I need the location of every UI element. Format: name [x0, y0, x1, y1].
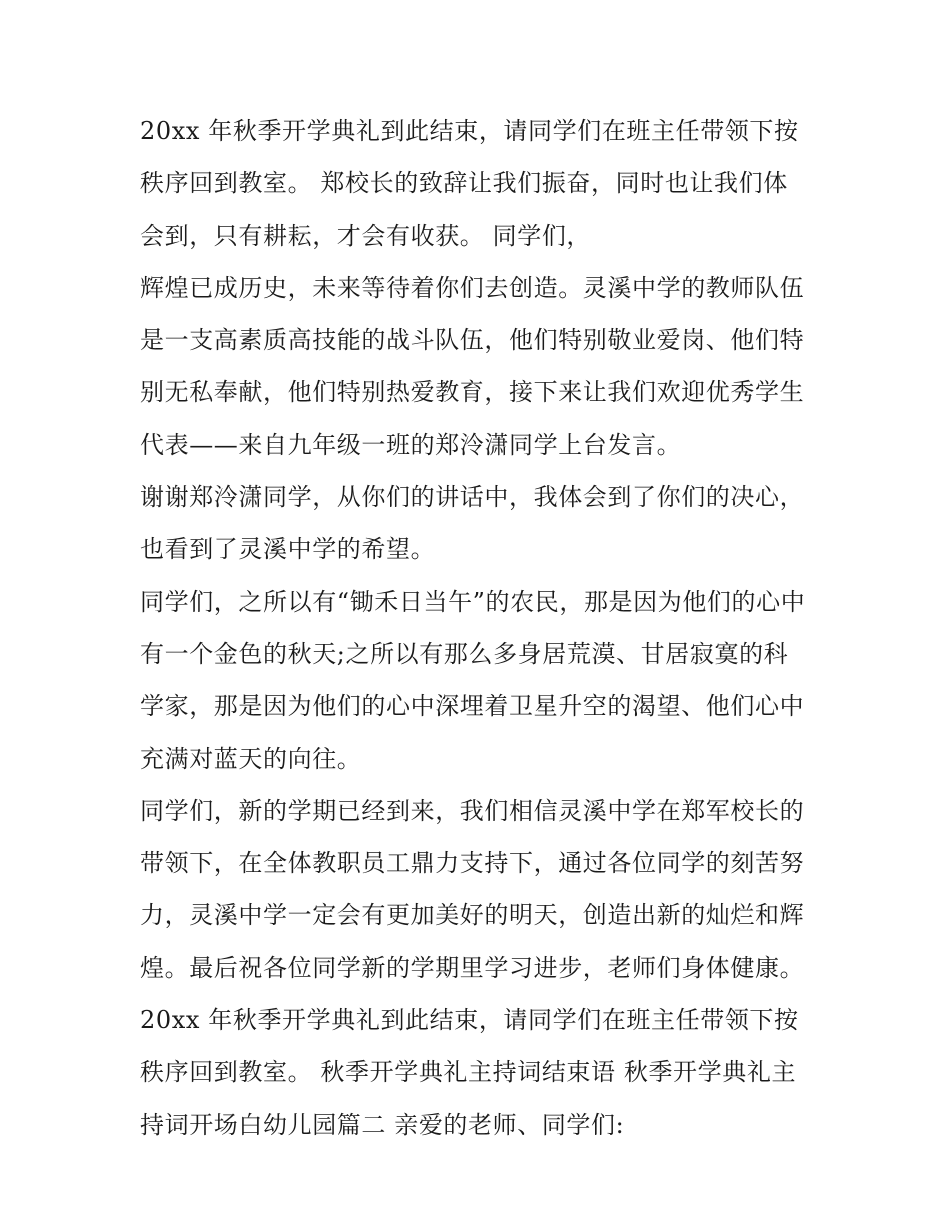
text-line: 也看到了灵溪中学的希望。	[140, 535, 436, 564]
text-line: 同学们，之所以有“锄禾日当午”的农民，那是因为他们的心中	[140, 587, 806, 616]
text-line: 谢谢郑泠潇同学，从你们的讲话中，我体会到了你们的决心，	[140, 483, 805, 512]
text-line: 力，灵溪中学一定会有更加美好的明天，创造出新的灿烂和辉	[140, 901, 805, 930]
text-line: 代表——来自九年级一班的郑泠潇同学上台发言。	[140, 430, 682, 459]
text-line: 20xx 年秋季开学典礼到此结束，请同学们在班主任带领下按	[140, 1006, 799, 1035]
text-line: 持词开场白幼儿园篇二 亲爱的老师、同学们:	[140, 1110, 625, 1139]
text-line: 煌。最后祝各位同学新的学期里学习进步，老师们身体健康。	[140, 953, 805, 982]
text-line: 秩序回到教室。 郑校长的致辞让我们振奋，同时也让我们体	[140, 169, 788, 198]
text-line: 是一支高素质高技能的战斗队伍，他们特别敬业爱岗、他们特	[140, 326, 805, 355]
text-line: 20xx 年秋季开学典礼到此结束，请同学们在班主任带领下按	[140, 117, 799, 145]
text-line: 充满对蓝天的向往。	[140, 744, 362, 773]
document-body	[140, 105, 820, 1151]
text-line: 秩序回到教室。 秋季开学典礼主持词结束语 秋季开学典礼主	[140, 1058, 797, 1087]
text-line: 带领下，在全体教职员工鼎力支持下，通过各位同学的刻苦努	[140, 849, 805, 878]
text-line: 有一个金色的秋天;之所以有那么多身居荒漠、甘居寂寞的科	[140, 639, 789, 668]
text-line: 会到，只有耕耘，才会有收获。 同学们，	[140, 221, 592, 250]
text-line: 别无私奉献，他们特别热爱教育，接下来让我们欢迎优秀学生	[140, 378, 805, 407]
text-line: 同学们，新的学期已经到来，我们相信灵溪中学在郑军校长的	[140, 796, 805, 825]
text-line: 学家，那是因为他们的心中深埋着卫星升空的渴望、他们心中	[140, 692, 805, 721]
text-line: 辉煌已成历史，未来等待着你们去创造。灵溪中学的教师队伍	[140, 273, 805, 302]
